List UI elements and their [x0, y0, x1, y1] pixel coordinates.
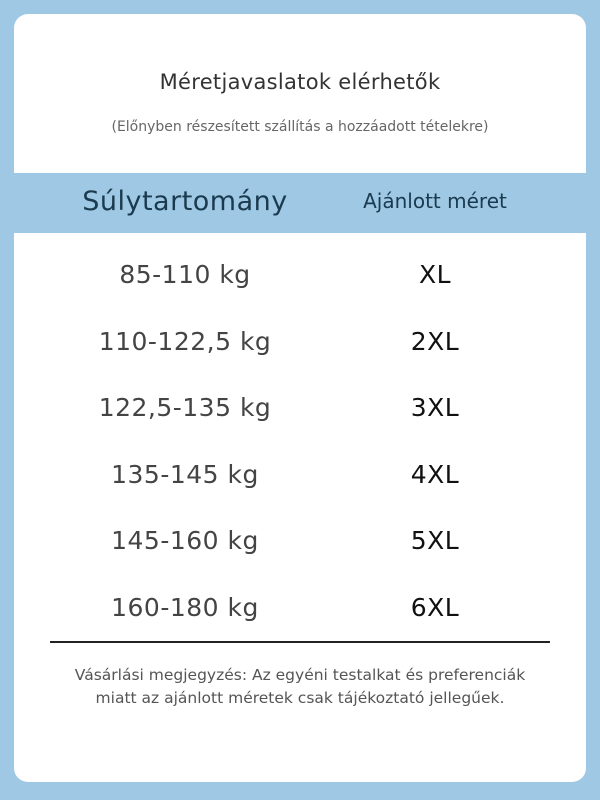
size-cell: 2XL — [410, 327, 460, 356]
size-cell: 6XL — [410, 593, 460, 622]
table-row — [0, 450, 600, 500]
table-row — [0, 583, 600, 633]
weight-range-cell: 160-180 kg — [111, 593, 259, 622]
purchase-note — [40, 664, 560, 710]
weight-range-cell: 145-160 kg — [111, 526, 259, 555]
weight-range-cell: 122,5-135 kg — [98, 393, 272, 422]
table-row — [0, 317, 600, 367]
size-cell: XL — [418, 260, 452, 289]
weight-range-header: Súlytartomány — [82, 186, 288, 217]
purchase-note-line-1: Vásárlási megjegyzés: Az egyéni testalkat és preferenciák — [74, 666, 526, 684]
table-divider — [50, 641, 550, 643]
weight-range-cell: 135-145 kg — [111, 460, 259, 489]
table-row — [0, 250, 600, 300]
size-cell: 5XL — [410, 526, 460, 555]
size-cell: 3XL — [410, 393, 460, 422]
purchase-note-line-2: miatt az ajánlott méretek csak tájékoztató jellegűek. — [95, 689, 505, 707]
table-row — [0, 383, 600, 433]
recommended-size-header: Ajánlott méret — [363, 189, 507, 213]
chart-subtitle: (Előnyben részesített szállítás a hozzáadott tételekre) — [111, 119, 489, 135]
weight-range-cell: 85-110 kg — [119, 260, 251, 289]
weight-range-cell: 110-122,5 kg — [98, 327, 272, 356]
size-cell: 4XL — [410, 460, 460, 489]
chart-title: Méretjavaslatok elérhetők — [159, 70, 441, 94]
table-row — [0, 516, 600, 566]
